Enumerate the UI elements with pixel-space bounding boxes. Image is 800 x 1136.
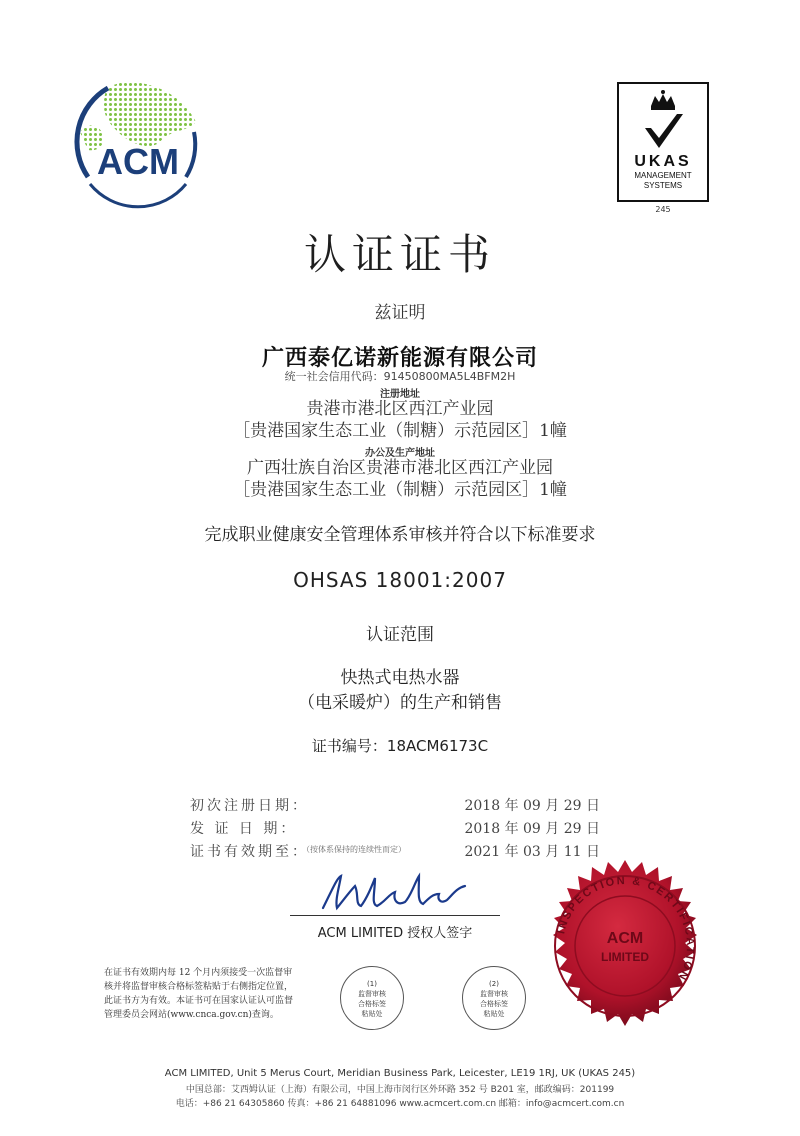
scope-title: 认证范围 — [366, 625, 434, 645]
certificate-title: 认证证书 — [303, 230, 496, 279]
ukas-mark — [617, 82, 709, 202]
circle-line: 监督审核 — [358, 990, 386, 998]
red-wax-seal — [530, 858, 720, 1048]
svg-text:ACM: ACM — [606, 930, 644, 947]
date-value: 2018 年 09 月 29 日 — [464, 821, 600, 837]
svg-text:UKAS: UKAS — [634, 153, 692, 170]
office-address-line1: 广西壮族自治区贵港市港北区西江产业园 — [247, 458, 553, 478]
surveillance-label-area-1 — [340, 966, 404, 1030]
registered-address-label: 注册地址 — [380, 389, 420, 400]
footer-contact: 电话：+86 21 64305860 传真：+86 21 64881096 www.acmcert.com.cn 邮箱：info@acmcert.com.cn — [175, 1099, 625, 1109]
footer-address-china: 中国总部：艾西姆认证（上海）有限公司，中国上海市闵行区外环路 352 号 B201 室，邮政编码：201199 — [185, 1085, 615, 1095]
seal-icon — [530, 858, 720, 1048]
date-label: 初次注册日期： — [190, 798, 309, 814]
surveillance-label-area-2 — [462, 966, 526, 1030]
certificate-number: 证书编号：18ACM6173C — [311, 737, 489, 755]
circle-line: 粘贴处 — [483, 1010, 505, 1018]
date-row-issue — [190, 818, 610, 838]
registered-address-line1: 贵港市港北区西江产业园 — [306, 399, 494, 419]
circle-line: 合格标签 — [480, 1000, 508, 1008]
date-label: 证书有效期至： — [190, 844, 309, 860]
circle-number: (1) — [367, 980, 377, 988]
circle-line: 监督审核 — [480, 990, 508, 998]
date-note: （按体系保持的连续性而定） — [302, 845, 406, 854]
acm-logo — [68, 72, 208, 212]
registered-address-line2: ［贵港国家生态工业（制糖）示范园区］1幢 — [233, 421, 567, 441]
circle-line: 粘贴处 — [361, 1010, 383, 1018]
acm-globe-icon — [68, 72, 208, 212]
standard: OHSAS 18001:2007 — [293, 568, 507, 592]
signature-label: ACM LIMITED 授权人签字 — [317, 926, 473, 941]
validity-note: 在证书有效期内每 12 个月内须接受一次监督审核并将监督审核合格标签粘贴于右侧指定位置，此证书方为有效。本证书可在国家认证认可监督管理委员会网站(www.cnca.gov.cn)查询。 — [104, 968, 294, 1020]
crown-icon — [651, 90, 675, 110]
signature-line — [290, 915, 500, 916]
svg-text:MANAGEMENT: MANAGEMENT — [634, 171, 692, 180]
svg-text:INSPECTION & CERTIFICATION: INSPECTION & CERTIFICATION — [555, 874, 697, 984]
ukas-number: 245 — [655, 205, 671, 214]
circle-line: 合格标签 — [358, 1000, 386, 1008]
svg-text:LIMITED: LIMITED — [601, 950, 649, 964]
office-address-label: 办公及生产地址 — [365, 448, 435, 459]
certify-text: 兹证明 — [374, 303, 426, 323]
circle-number: (2) — [489, 980, 499, 988]
date-row-initial — [190, 795, 610, 815]
credit-code: 统一社会信用代码：91450800MA5L4BFM2H — [284, 370, 516, 383]
signature — [315, 868, 475, 918]
company-name: 广西泰亿诺新能源有限公司 — [261, 346, 538, 371]
scope-line1: 快热式电热水器 — [340, 668, 460, 688]
footer-address-uk: ACM LIMITED, Unit 5 Merus Court, Meridian Business Park, Leicester, LE19 1RJ, UK (UKAS 245) — [164, 1068, 636, 1079]
date-value: 2021 年 03 月 11 日 — [464, 844, 600, 860]
date-label: 发 证 日 期： — [190, 821, 298, 837]
svg-text:ACM: ACM — [97, 141, 179, 182]
scope-line2: （电采暖炉）的生产和销售 — [298, 693, 502, 713]
office-address-line2: ［贵港国家生态工业（制糖）示范园区］1幢 — [233, 480, 567, 500]
date-value: 2018 年 09 月 29 日 — [464, 798, 600, 814]
statement: 完成职业健康安全管理体系审核并符合以下标准要求 — [204, 525, 596, 545]
check-icon — [645, 114, 683, 148]
svg-text:SYSTEMS: SYSTEMS — [643, 181, 683, 190]
